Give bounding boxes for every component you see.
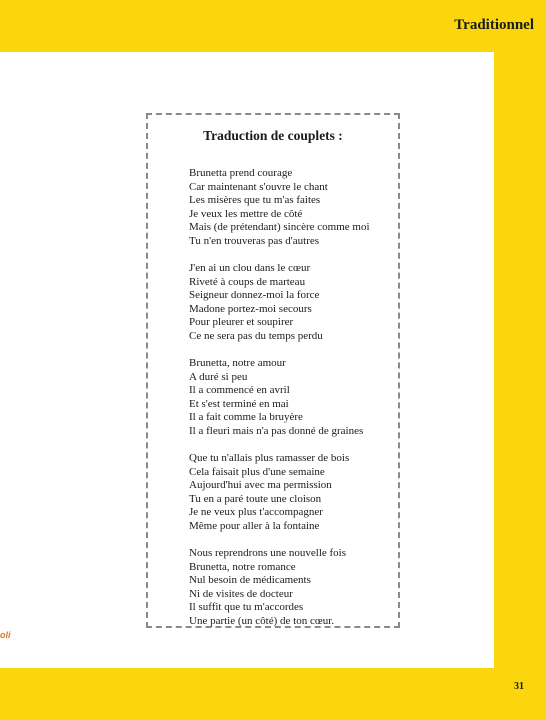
verse-line: Brunetta prend courage	[189, 167, 293, 179]
stanza	[189, 262, 399, 343]
stanza	[189, 167, 399, 248]
verse-line: Brunetta, notre amour	[189, 357, 286, 369]
verse-line: Aujourd'hui avec ma permission	[189, 479, 332, 491]
stanza	[189, 452, 399, 533]
right-color-band	[494, 52, 546, 668]
verse-line: Il suffit que tu m'accordes	[189, 601, 304, 613]
verse-line: Il a fait comme la bruyère	[189, 411, 303, 423]
verse-line: Je veux les mettre de côté	[189, 207, 303, 220]
verse-line: Riveté à coups de marteau	[189, 275, 306, 288]
verse-line: Et s'est terminé en mai	[189, 397, 289, 410]
stanza	[189, 357, 399, 438]
verse-line: Nous reprendrons une nouvelle fois	[189, 547, 347, 559]
verse-line: Une partie (un côté) de ton cœur.	[189, 614, 335, 627]
cropped-text-fragment: oli	[0, 630, 11, 640]
stanza	[189, 547, 399, 628]
verse-line: A duré si peu	[189, 370, 248, 383]
bottom-color-band	[0, 668, 546, 720]
verse-line: Madone portez-moi secours	[189, 302, 312, 315]
verse-line: Cela faisait plus d'une semaine	[189, 465, 325, 478]
verse-line: Tu en a paré toute une cloison	[189, 492, 322, 505]
verse-line: Je ne veux plus t'accompagner	[189, 506, 323, 518]
verse-line: Il a commencé en avril	[189, 384, 290, 396]
verse-line: Ce ne sera pas du temps perdu	[189, 329, 323, 342]
verse-line: Même pour aller à la fontaine	[189, 519, 320, 532]
verse-line: Il a fleuri mais n'a pas donné de graines	[189, 424, 364, 437]
verse-line: Que tu n'allais plus ramasser de bois	[189, 452, 350, 464]
verse-line: Ni de visites de docteur	[189, 587, 293, 600]
verse-line: Car maintenant s'ouvre le chant	[189, 180, 328, 193]
verse-line: Les misères que tu m'as faites	[189, 194, 321, 206]
verse-line: Seigneur donnez-moi la force	[189, 289, 320, 301]
verse-line: Tu n'en trouveras pas d'autres	[189, 234, 320, 247]
section-title: Traditionnel	[454, 17, 534, 33]
box-title: Traduction de couplets :	[203, 128, 343, 143]
verse-line: Brunetta, notre romance	[189, 560, 296, 573]
verse-line: J'en ai un clou dans le cœur	[189, 262, 311, 274]
verse-line: Nul besoin de médicaments	[189, 574, 311, 586]
stanza-list	[189, 167, 399, 642]
page-number: 31	[514, 681, 524, 692]
verse-line: Mais (de prétendant) sincère comme moi	[189, 221, 370, 233]
translation-box	[146, 113, 400, 628]
verse-line: Pour pleurer et soupirer	[189, 316, 294, 328]
